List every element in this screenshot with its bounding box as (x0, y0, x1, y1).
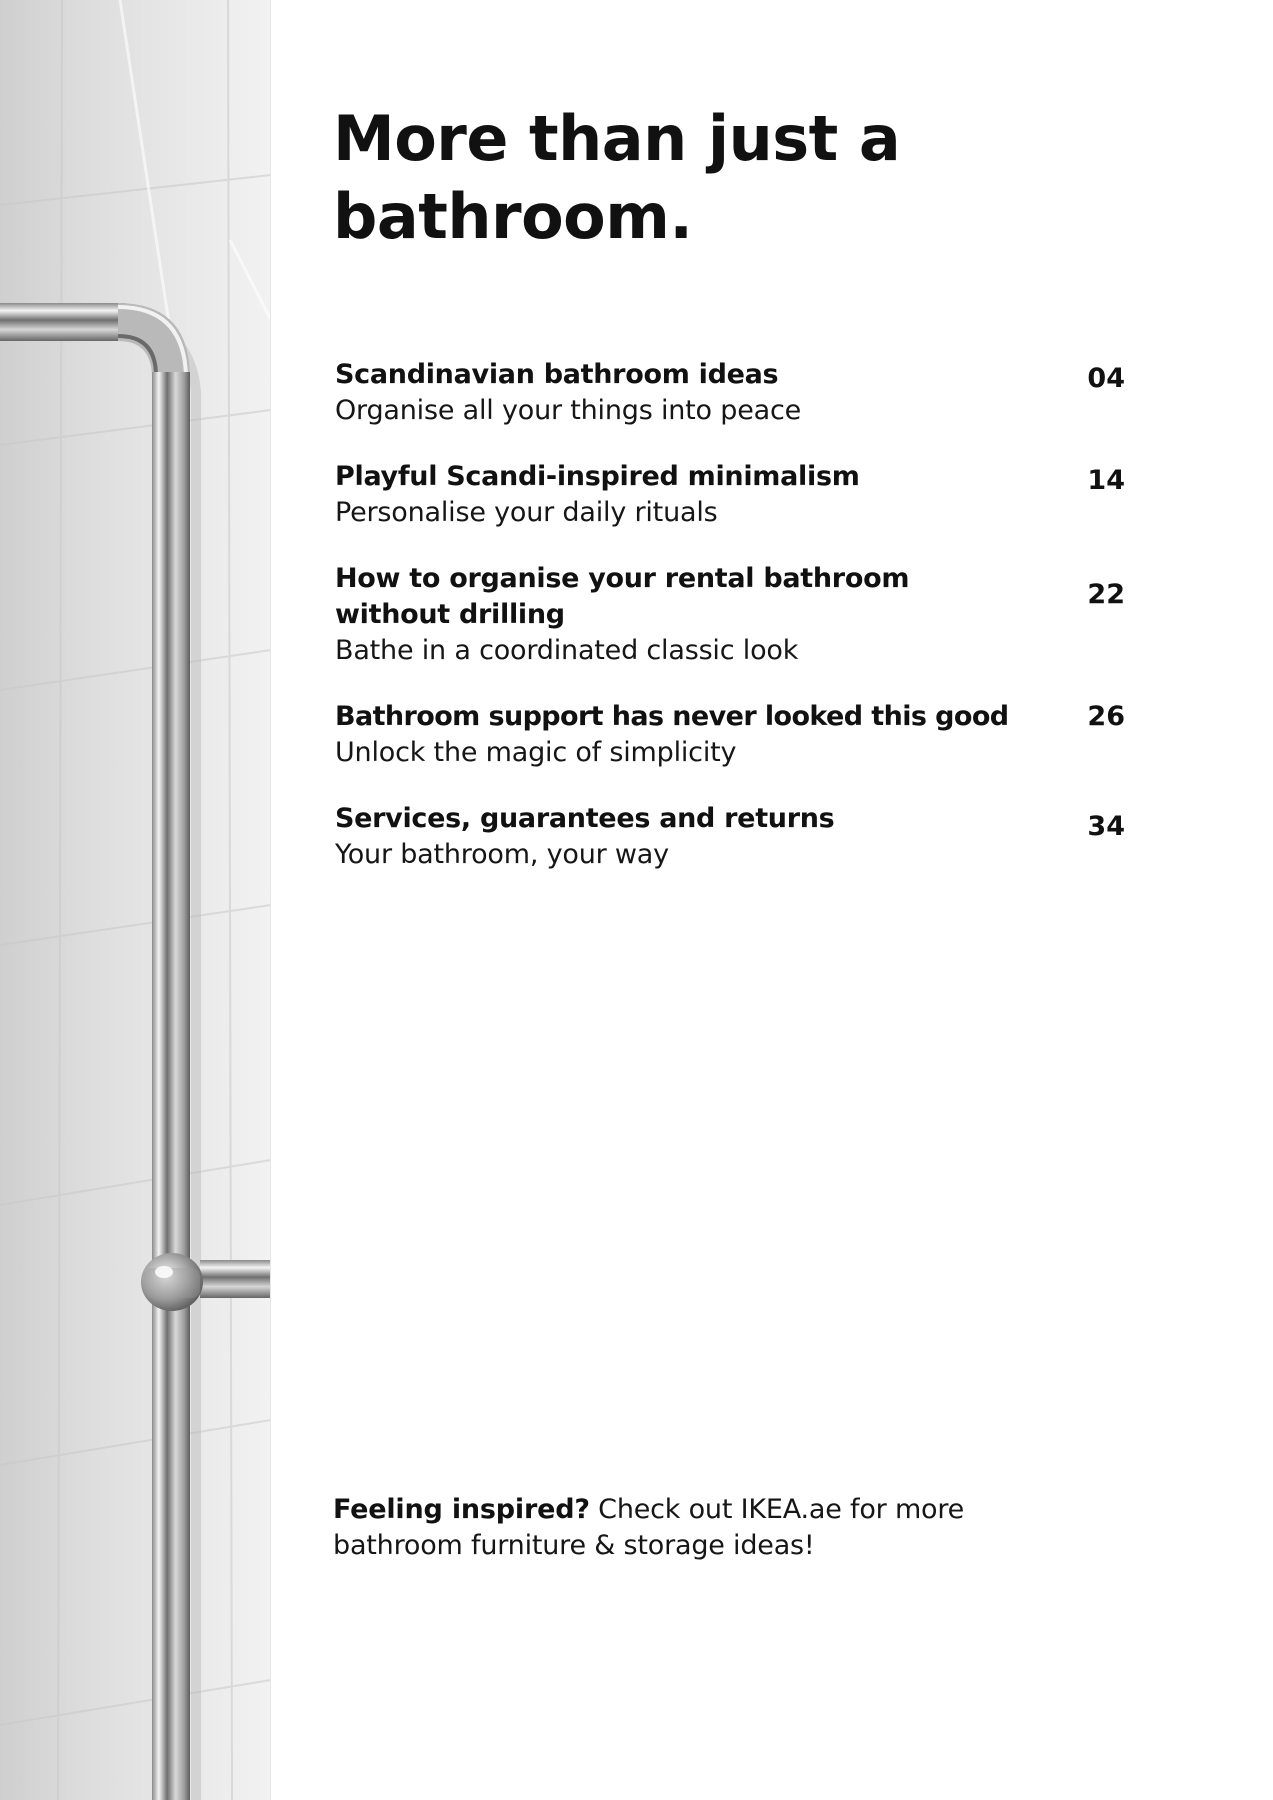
toc-subtitle: Personalise your daily rituals (335, 497, 718, 528)
toc-entry-rental-bathroom[interactable] (335, 561, 1125, 669)
toc-page-number: 26 (1087, 701, 1125, 732)
toc-heading: Playful Scandi-inspired minimalism (335, 461, 860, 492)
toc-heading: How to organise your rental bathroom (335, 563, 910, 594)
footer-bold-text: Feeling inspired? (333, 1494, 590, 1525)
table-of-contents (335, 357, 1125, 873)
panel-divider (270, 0, 271, 1800)
toc-heading: Bathroom support has never looked this good (335, 701, 1009, 732)
toc-subtitle: Your bathroom, your way (335, 839, 669, 870)
toc-subtitle: Unlock the magic of simplicity (335, 737, 737, 768)
toc-entry-scandinavian-ideas[interactable] (335, 357, 1125, 429)
toc-entry-services[interactable] (335, 801, 1125, 873)
toc-subtitle: Bathe in a coordinated classic look (335, 635, 799, 666)
toc-page-number: 34 (1087, 811, 1125, 842)
towel-rail-image (0, 0, 271, 1800)
footer-note (333, 1492, 1053, 1564)
toc-page-number: 22 (1087, 579, 1125, 610)
toc-entry-bathroom-support[interactable] (335, 699, 1125, 771)
footer-text-line-2: bathroom furniture & storage ideas! (333, 1530, 815, 1561)
toc-subtitle: Organise all your things into peace (335, 395, 802, 426)
page-title (333, 100, 1153, 256)
toc-heading: Services, guarantees and returns (335, 803, 835, 834)
toc-entry-scandi-minimalism[interactable] (335, 459, 1125, 531)
toc-page-number: 04 (1087, 363, 1125, 394)
toc-heading: Scandinavian bathroom ideas (335, 359, 779, 390)
title-line-1: More than just a (333, 102, 901, 175)
footer-text-line-1: Check out IKEA.ae for more (589, 1494, 965, 1525)
toc-heading-continued: without drilling (335, 599, 565, 630)
towel-rail-photo (0, 0, 271, 1800)
title-line-2: bathroom. (333, 180, 693, 253)
toc-page-number: 14 (1087, 465, 1125, 496)
